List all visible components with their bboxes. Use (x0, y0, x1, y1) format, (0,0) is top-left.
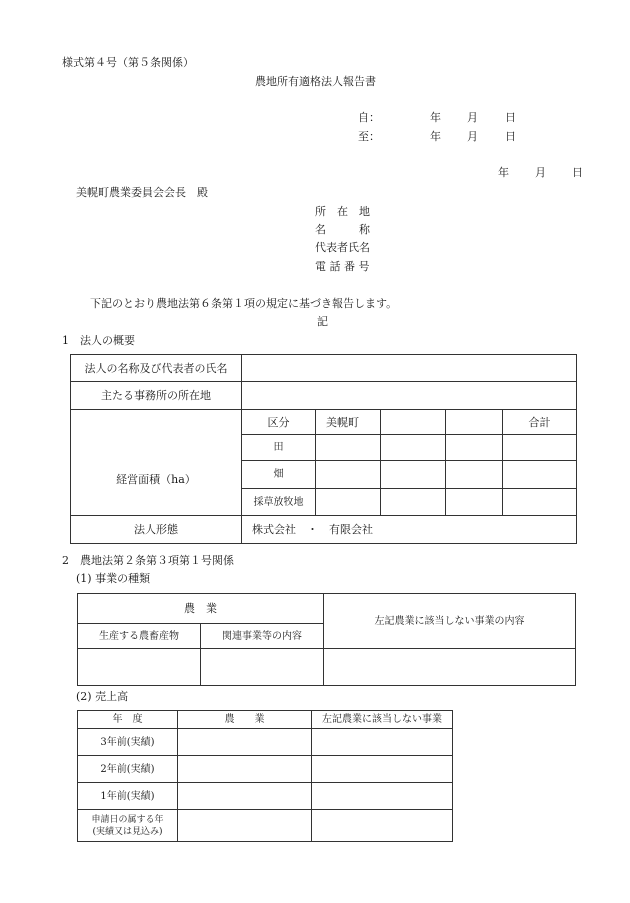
rice-cell[interactable] (446, 435, 503, 461)
field-cell[interactable] (503, 461, 577, 489)
rice-cell[interactable] (316, 435, 381, 461)
form-number: 様式第４号（第５条関係） (62, 56, 194, 69)
row-2years-label: 2年前(実績) (78, 756, 178, 783)
row-office-value[interactable] (242, 382, 577, 410)
non-agri-cell[interactable] (324, 649, 576, 686)
area-label: 経営面積（ha） (71, 410, 242, 516)
period-from-label: 自： (358, 111, 380, 124)
corporate-form-label: 法人形態 (71, 516, 242, 544)
town-header: 美幌町 (316, 410, 381, 435)
col-non-agri-header: 左記農業に該当しない事業 (312, 711, 453, 729)
agriculture-header: 農 業 (78, 594, 324, 624)
rice-cell[interactable] (503, 435, 577, 461)
period-from-year: 年 (430, 111, 441, 124)
sales-cell[interactable] (312, 783, 453, 810)
rice-cell[interactable] (381, 435, 446, 461)
business-type-table (77, 593, 576, 686)
phone-label: 電 話 番 号 (315, 260, 370, 273)
period-to-year: 年 (430, 130, 441, 143)
row-current-year-line1: 申請日の属する年 (91, 814, 164, 825)
date-month: 月 (535, 166, 546, 179)
area-header-empty-1[interactable] (381, 410, 446, 435)
row-office-label: 主たる事務所の所在地 (71, 382, 242, 410)
corporate-overview-table (70, 354, 577, 544)
addressee: 美幌町農業委員会会長 殿 (76, 186, 208, 199)
sales-cell[interactable] (312, 729, 453, 756)
row-1year-label: 1年前(実績) (78, 783, 178, 810)
related-cell[interactable] (201, 649, 324, 686)
field-cell[interactable] (446, 461, 503, 489)
sales-cell[interactable] (178, 756, 312, 783)
pasture-cell[interactable] (381, 489, 446, 516)
kubun-header: 区分 (242, 410, 316, 435)
row-current-year-label (78, 810, 178, 842)
sales-cell[interactable] (178, 783, 312, 810)
related-header: 関連事業等の内容 (201, 624, 324, 649)
col-year-header: 年 度 (78, 711, 178, 729)
sales-cell[interactable] (178, 729, 312, 756)
col-agri-header: 農 業 (178, 711, 312, 729)
sales-heading: (2) 売上高 (76, 690, 129, 703)
business-type-heading: (1) 事業の種類 (76, 572, 151, 585)
sales-cell[interactable] (312, 810, 453, 842)
sales-table (77, 710, 453, 842)
period-from-month: 月 (467, 111, 478, 124)
section1-heading: 1 法人の概要 (62, 334, 135, 347)
rice-label: 田 (242, 435, 316, 461)
field-label: 畑 (242, 461, 316, 489)
pasture-cell[interactable] (446, 489, 503, 516)
address-label: 所 在 地 (315, 205, 370, 218)
sales-cell[interactable] (178, 810, 312, 842)
pasture-cell[interactable] (316, 489, 381, 516)
produce-cell[interactable] (78, 649, 201, 686)
representative-label: 代表者氏名 (315, 241, 370, 254)
ki-mark: 記 (317, 315, 328, 328)
sales-cell[interactable] (312, 756, 453, 783)
row-current-year-line2: (実績又は見込み) (92, 826, 163, 837)
date-year: 年 (498, 166, 509, 179)
field-cell[interactable] (381, 461, 446, 489)
field-cell[interactable] (316, 461, 381, 489)
document-title: 農地所有適格法人報告書 (255, 75, 376, 88)
section2-heading: 2 農地法第２条第３項第１号関係 (62, 554, 234, 567)
total-header: 合計 (503, 410, 577, 435)
period-to-day: 日 (505, 130, 516, 143)
pasture-cell[interactable] (503, 489, 577, 516)
row-name-label: 法人の名称及び代表者の氏名 (71, 355, 242, 382)
area-header-empty-2[interactable] (446, 410, 503, 435)
row-3years-label: 3年前(実績) (78, 729, 178, 756)
produce-header: 生産する農畜産物 (78, 624, 201, 649)
period-to-month: 月 (467, 130, 478, 143)
date-day: 日 (572, 166, 583, 179)
period-to-label: 至： (358, 130, 380, 143)
name-label: 名 称 (315, 223, 370, 236)
non-agri-header: 左記農業に該当しない事業の内容 (324, 594, 576, 649)
intro-text: 下記のとおり農地法第６条第１項の規定に基づき報告します。 (90, 297, 398, 310)
row-name-value[interactable] (242, 355, 577, 382)
period-from-day: 日 (505, 111, 516, 124)
corporate-form-value[interactable]: 株式会社 ・ 有限会社 (242, 516, 577, 544)
pasture-label: 採草放牧地 (242, 489, 316, 516)
